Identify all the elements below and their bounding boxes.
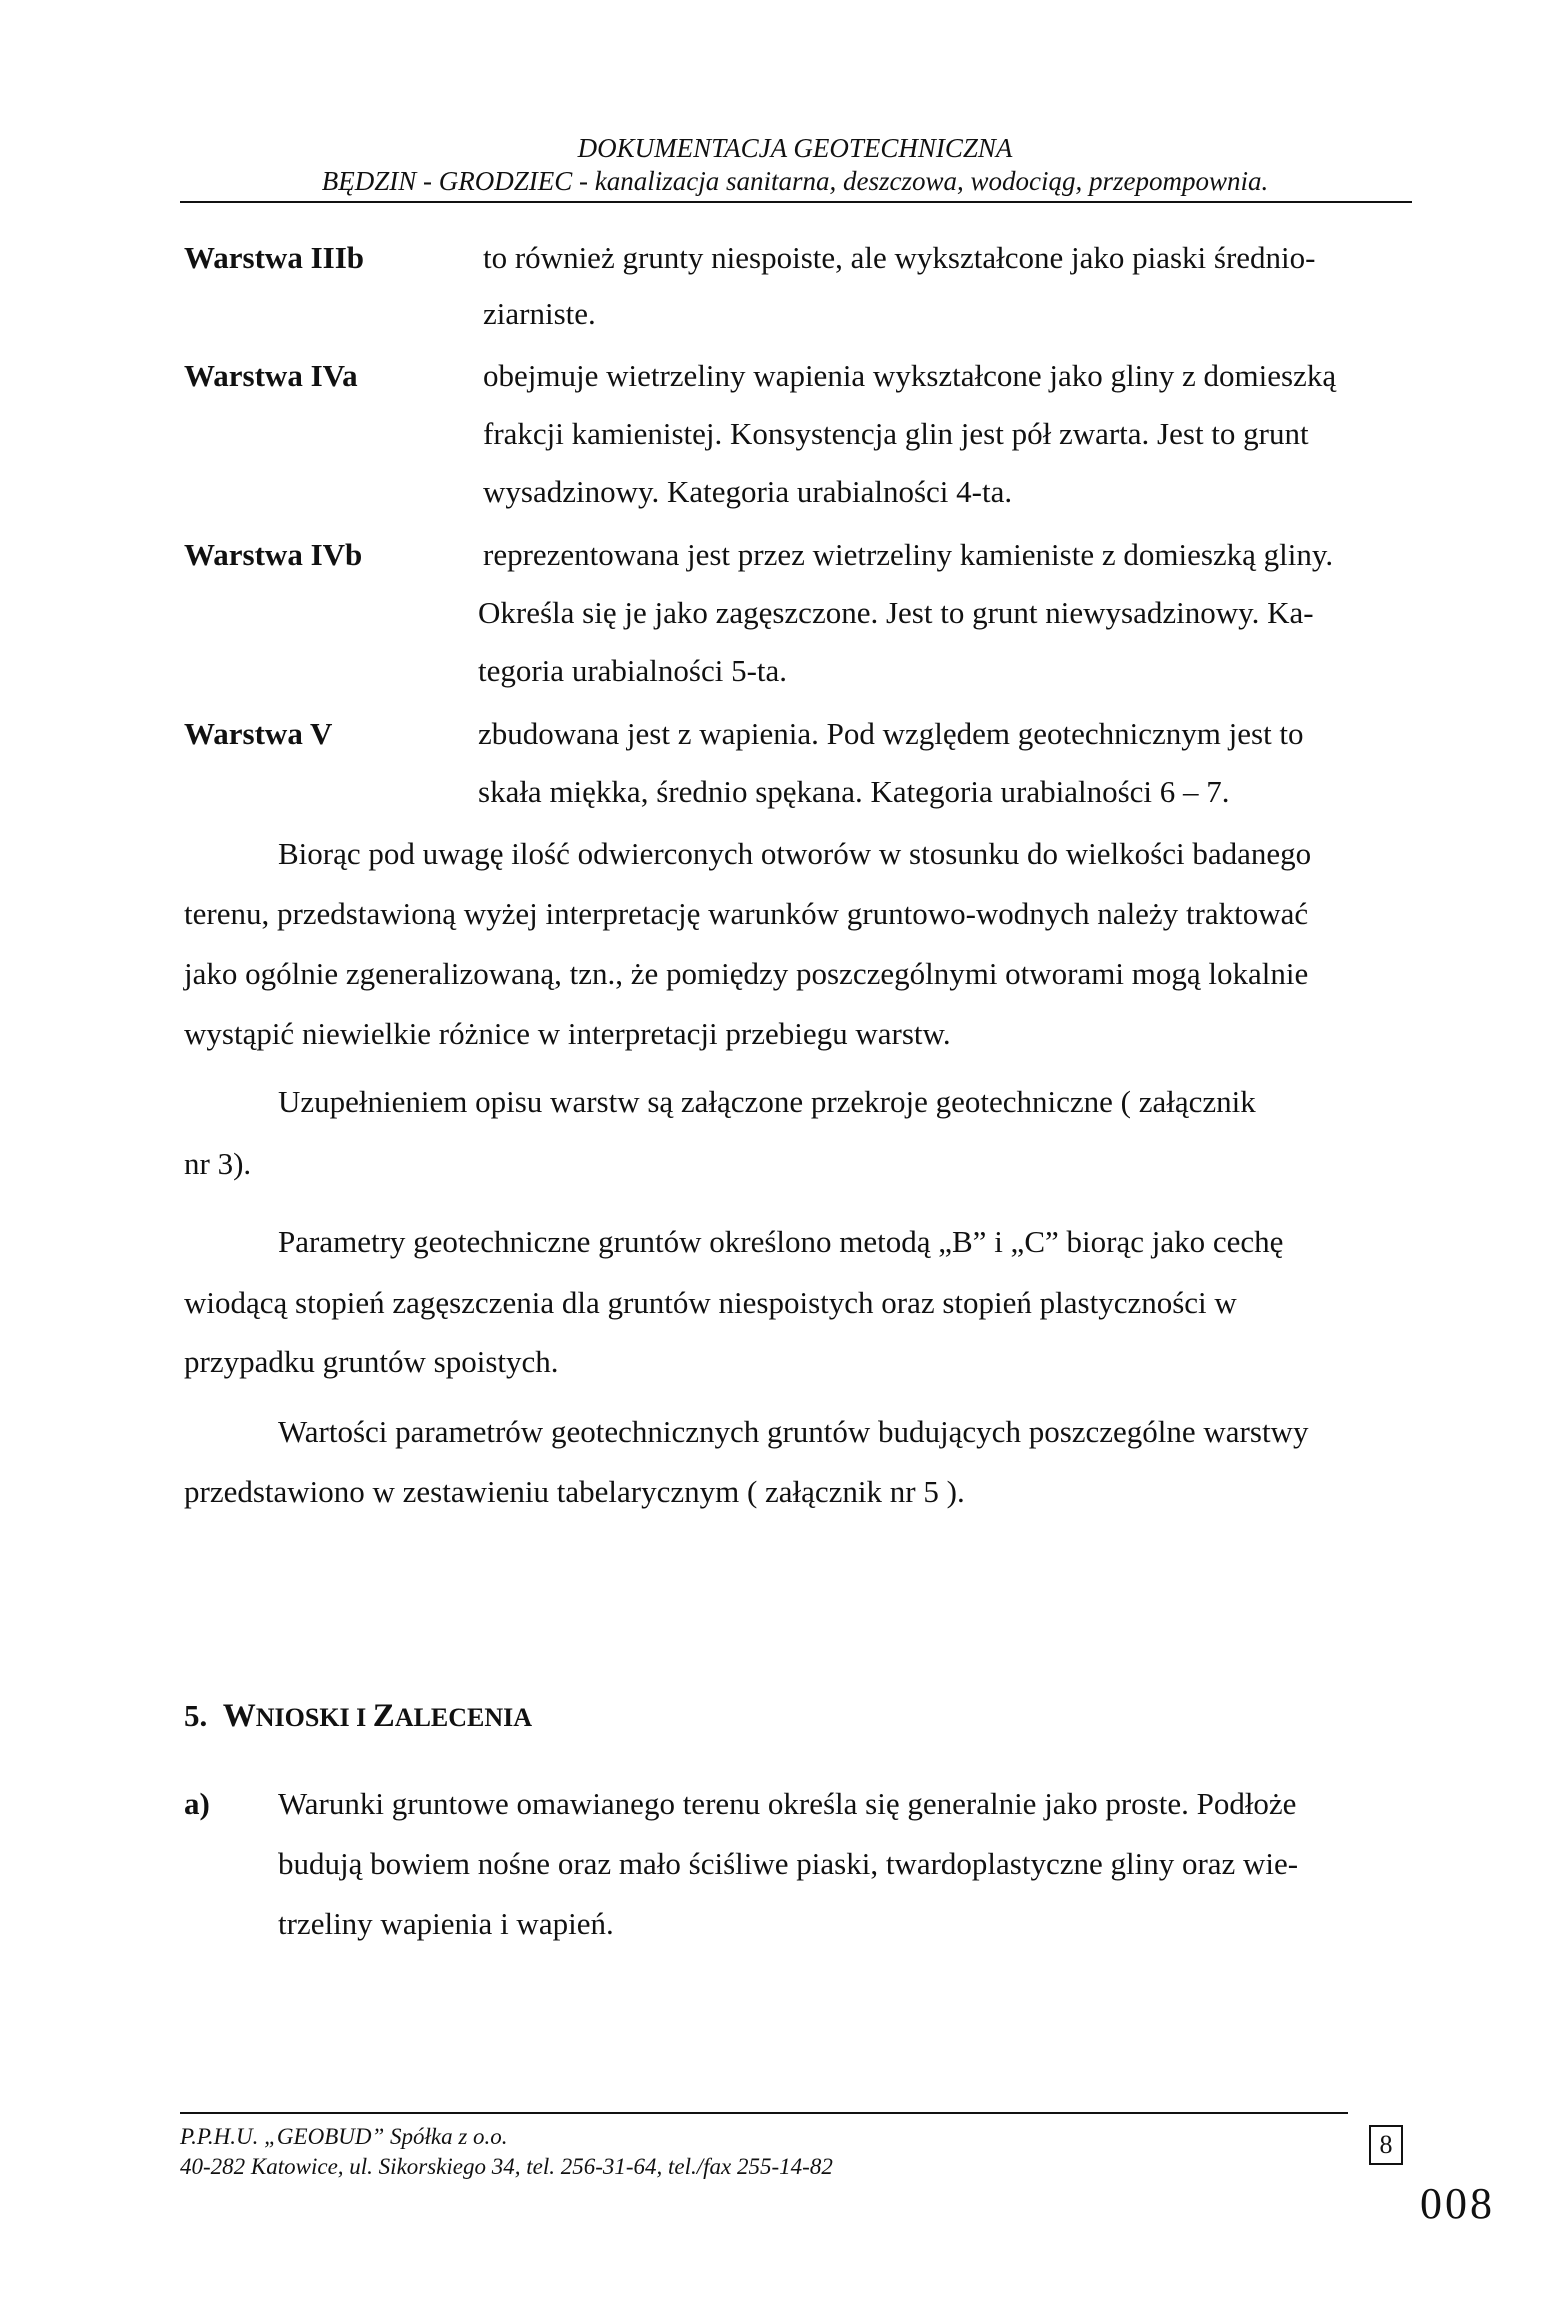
layer-label-V: Warstwa V bbox=[184, 716, 333, 751]
paragraph-line: jako ogólnie zgeneralizowaną, tzn., że pomiędzy poszczególnymi otworami mogą lokalnie bbox=[184, 956, 1309, 991]
paragraph-line: Wartości parametrów geotechnicznych gruntów budujących poszczególne warstwy bbox=[278, 1414, 1309, 1449]
layer-text-line: frakcji kamienistej. Konsystencja glin jest pół zwarta. Jest to grunt bbox=[483, 416, 1309, 451]
layer-text-line: skała miękka, średnio spękana. Kategoria urabialności 6 – 7. bbox=[478, 774, 1230, 809]
layer-text-line: wysadzinowy. Kategoria urabialności 4-ta. bbox=[483, 474, 1013, 509]
section-heading bbox=[184, 1698, 532, 1735]
item-line: Warunki gruntowe omawianego terenu określa się generalnie jako proste. Podłoże bbox=[278, 1786, 1297, 1821]
layer-text-line: obejmuje wietrzeliny wapienia wykształcone jako gliny z domieszką bbox=[483, 358, 1337, 393]
document-title: DOKUMENTACJA GEOTECHNICZNA bbox=[577, 133, 1013, 163]
layer-text-line: Określa się je jako zagęszczone. Jest to grunt niewysadzinowy. Ka- bbox=[478, 595, 1314, 630]
layer-text-line: tegoria urabialności 5-ta. bbox=[478, 653, 788, 688]
layer-text-line: zbudowana jest z wapienia. Pod względem geotechnicznym jest to bbox=[478, 716, 1304, 751]
paragraph-line: przedstawiono w zestawieniu tabelarycznym ( załącznik nr 5 ). bbox=[184, 1474, 965, 1509]
header-rule bbox=[180, 201, 1412, 203]
section-number: 5. bbox=[184, 1698, 208, 1733]
paragraph-line: wiodącą stopień zagęszczenia dla gruntów niespoistych oraz stopień plastyczności w bbox=[184, 1285, 1237, 1320]
layer-label-IVb: Warstwa IVb bbox=[184, 537, 363, 572]
layer-text-line: to również grunty niespoiste, ale wykształcone jako piaski średnio- bbox=[483, 240, 1316, 275]
paragraph-line: Parametry geotechniczne gruntów określono metodą „B” i „C” biorąc jako cechę bbox=[278, 1224, 1284, 1259]
item-line: trzeliny wapienia i wapień. bbox=[278, 1906, 614, 1941]
layer-text-line: ziarniste. bbox=[483, 296, 596, 331]
document-subtitle: BĘDZIN - GRODZIEC - kanalizacja sanitarna, deszczowa, wodociąg, przepompownia. bbox=[321, 166, 1269, 196]
footer-address: 40-282 Katowice, ul. Sikorskiego 34, tel. 256-31-64, tel./fax 255-14-82 bbox=[180, 2154, 833, 2179]
section-title-part: ALECENIA bbox=[394, 1703, 533, 1732]
section-title-initial: W bbox=[222, 1698, 256, 1734]
layer-label-IVa: Warstwa IVa bbox=[184, 358, 358, 393]
paragraph-line: Uzupełnieniem opisu warstw są załączone przekroje geotechniczne ( załącznik bbox=[278, 1084, 1256, 1119]
layer-text-line: reprezentowana jest przez wietrzeliny kamieniste z domieszką gliny. bbox=[483, 537, 1334, 572]
footer-company: P.P.H.U. „GEOBUD” Spółka z o.o. bbox=[180, 2124, 508, 2149]
page-stamp: 008 bbox=[1420, 2179, 1495, 2228]
item-marker: a) bbox=[184, 1786, 210, 1821]
paragraph-line: nr 3). bbox=[184, 1146, 252, 1181]
item-line: budują bowiem nośne oraz mało ściśliwe piaski, twardoplastyczne gliny oraz wie- bbox=[278, 1846, 1299, 1881]
layer-label-IIIb: Warstwa IIIb bbox=[184, 240, 365, 275]
paragraph-line: Biorąc pod uwagę ilość odwierconych otworów w stosunku do wielkości badanego bbox=[278, 836, 1312, 871]
section-title-initial: Z bbox=[372, 1698, 395, 1734]
paragraph-line: wystąpić niewielkie różnice w interpretacji przebiegu warstw. bbox=[184, 1016, 951, 1051]
page-number: 8 bbox=[1369, 2125, 1403, 2165]
section-title-part: NIOSKI I bbox=[255, 1703, 373, 1732]
paragraph-line: terenu, przedstawioną wyżej interpretację warunków gruntowo-wodnych należy traktować bbox=[184, 896, 1309, 931]
paragraph-line: przypadku gruntów spoistych. bbox=[184, 1344, 559, 1379]
footer-rule bbox=[180, 2112, 1348, 2114]
